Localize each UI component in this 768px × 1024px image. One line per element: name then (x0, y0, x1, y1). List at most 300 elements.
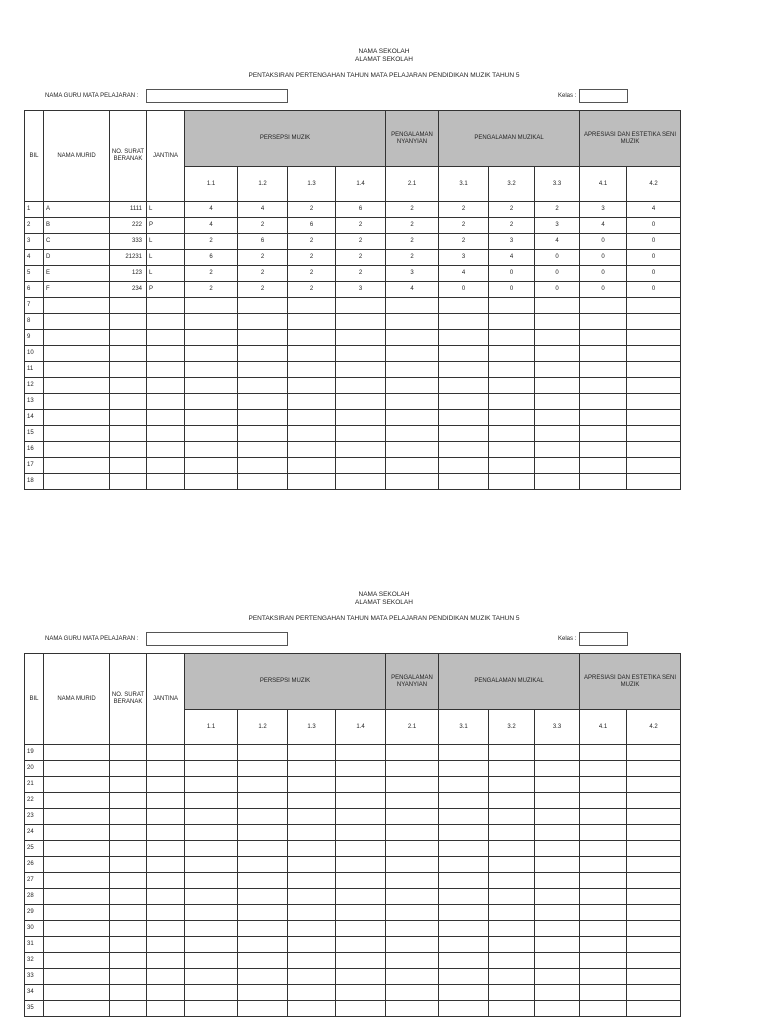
score-cell[interactable] (535, 841, 580, 857)
score-cell[interactable] (439, 458, 489, 474)
score-cell[interactable] (336, 969, 386, 985)
student-name-cell[interactable] (44, 937, 110, 953)
score-cell[interactable] (238, 793, 288, 809)
score-cell[interactable] (238, 969, 288, 985)
score-cell[interactable] (238, 825, 288, 841)
cert-number-cell[interactable] (110, 969, 147, 985)
gender-cell[interactable] (147, 394, 185, 410)
score-cell[interactable] (535, 969, 580, 985)
score-cell[interactable] (535, 426, 580, 442)
cert-number-cell[interactable] (110, 298, 147, 314)
cert-number-cell[interactable] (110, 857, 147, 873)
teacher-name-field[interactable] (146, 632, 288, 646)
cert-number-cell[interactable] (110, 378, 147, 394)
score-cell[interactable]: 3 (336, 282, 386, 298)
score-cell[interactable] (439, 745, 489, 761)
score-cell[interactable] (535, 410, 580, 426)
score-cell[interactable]: 2 (238, 266, 288, 282)
score-cell[interactable] (185, 873, 238, 889)
score-cell[interactable] (580, 841, 627, 857)
cert-number-cell[interactable]: 123 (110, 266, 147, 282)
score-cell[interactable] (238, 761, 288, 777)
score-cell[interactable] (489, 873, 535, 889)
score-cell[interactable] (185, 314, 238, 330)
gender-cell[interactable]: L (147, 266, 185, 282)
score-cell[interactable]: 2 (288, 202, 336, 218)
score-cell[interactable] (336, 745, 386, 761)
score-cell[interactable] (185, 953, 238, 969)
student-name-cell[interactable] (44, 1001, 110, 1017)
score-cell[interactable] (580, 314, 627, 330)
score-cell[interactable] (336, 937, 386, 953)
score-cell[interactable] (386, 314, 439, 330)
score-cell[interactable] (535, 394, 580, 410)
score-cell[interactable] (386, 889, 439, 905)
cert-number-cell[interactable] (110, 809, 147, 825)
score-cell[interactable] (439, 442, 489, 458)
score-cell[interactable] (535, 362, 580, 378)
score-cell[interactable]: 2 (185, 266, 238, 282)
score-cell[interactable] (489, 985, 535, 1001)
score-cell[interactable] (489, 857, 535, 873)
score-cell[interactable] (238, 937, 288, 953)
score-cell[interactable]: 4 (238, 202, 288, 218)
score-cell[interactable]: 0 (627, 266, 681, 282)
student-name-cell[interactable]: C (44, 234, 110, 250)
score-cell[interactable] (439, 873, 489, 889)
score-cell[interactable] (238, 378, 288, 394)
score-cell[interactable] (535, 873, 580, 889)
student-name-cell[interactable] (44, 889, 110, 905)
teacher-name-field[interactable] (146, 89, 288, 103)
score-cell[interactable]: 2 (439, 218, 489, 234)
score-cell[interactable] (238, 394, 288, 410)
score-cell[interactable] (185, 793, 238, 809)
score-cell[interactable] (535, 777, 580, 793)
score-cell[interactable] (238, 426, 288, 442)
score-cell[interactable] (627, 426, 681, 442)
score-cell[interactable]: 2 (386, 234, 439, 250)
score-cell[interactable] (288, 921, 336, 937)
score-cell[interactable] (580, 825, 627, 841)
score-cell[interactable] (336, 825, 386, 841)
cert-number-cell[interactable] (110, 474, 147, 490)
gender-cell[interactable] (147, 761, 185, 777)
cert-number-cell[interactable] (110, 410, 147, 426)
gender-cell[interactable] (147, 745, 185, 761)
class-field[interactable] (579, 89, 628, 103)
score-cell[interactable] (288, 314, 336, 330)
student-name-cell[interactable] (44, 841, 110, 857)
score-cell[interactable]: 2 (238, 250, 288, 266)
score-cell[interactable]: 0 (627, 234, 681, 250)
score-cell[interactable] (489, 809, 535, 825)
score-cell[interactable]: 2 (489, 202, 535, 218)
score-cell[interactable] (489, 777, 535, 793)
cert-number-cell[interactable] (110, 921, 147, 937)
score-cell[interactable] (489, 346, 535, 362)
score-cell[interactable] (535, 378, 580, 394)
cert-number-cell[interactable] (110, 889, 147, 905)
cert-number-cell[interactable]: 333 (110, 234, 147, 250)
score-cell[interactable] (238, 410, 288, 426)
score-cell[interactable] (439, 793, 489, 809)
score-cell[interactable] (580, 937, 627, 953)
score-cell[interactable] (580, 953, 627, 969)
score-cell[interactable]: 4 (185, 218, 238, 234)
score-cell[interactable] (627, 474, 681, 490)
score-cell[interactable] (627, 314, 681, 330)
score-cell[interactable] (386, 298, 439, 314)
score-cell[interactable] (386, 873, 439, 889)
gender-cell[interactable] (147, 921, 185, 937)
score-cell[interactable] (386, 857, 439, 873)
cert-number-cell[interactable] (110, 442, 147, 458)
score-cell[interactable]: 2 (439, 234, 489, 250)
student-name-cell[interactable] (44, 362, 110, 378)
score-cell[interactable] (238, 330, 288, 346)
score-cell[interactable] (238, 953, 288, 969)
score-cell[interactable] (386, 458, 439, 474)
student-name-cell[interactable] (44, 378, 110, 394)
score-cell[interactable] (386, 330, 439, 346)
student-name-cell[interactable] (44, 793, 110, 809)
cert-number-cell[interactable] (110, 761, 147, 777)
score-cell[interactable] (185, 857, 238, 873)
score-cell[interactable] (386, 442, 439, 458)
score-cell[interactable] (336, 777, 386, 793)
score-cell[interactable] (288, 330, 336, 346)
score-cell[interactable] (627, 777, 681, 793)
student-name-cell[interactable] (44, 314, 110, 330)
score-cell[interactable] (185, 761, 238, 777)
score-cell[interactable] (439, 314, 489, 330)
score-cell[interactable]: 0 (535, 282, 580, 298)
score-cell[interactable] (386, 985, 439, 1001)
score-cell[interactable] (288, 809, 336, 825)
score-cell[interactable]: 2 (489, 218, 535, 234)
score-cell[interactable]: 2 (336, 234, 386, 250)
score-cell[interactable] (489, 314, 535, 330)
student-name-cell[interactable] (44, 969, 110, 985)
score-cell[interactable] (386, 474, 439, 490)
score-cell[interactable] (627, 410, 681, 426)
score-cell[interactable] (288, 410, 336, 426)
score-cell[interactable] (535, 442, 580, 458)
gender-cell[interactable]: P (147, 218, 185, 234)
score-cell[interactable] (439, 362, 489, 378)
cert-number-cell[interactable] (110, 314, 147, 330)
student-name-cell[interactable] (44, 777, 110, 793)
score-cell[interactable] (439, 1001, 489, 1017)
score-cell[interactable]: 6 (185, 250, 238, 266)
gender-cell[interactable] (147, 298, 185, 314)
score-cell[interactable] (439, 330, 489, 346)
student-name-cell[interactable] (44, 298, 110, 314)
student-name-cell[interactable] (44, 394, 110, 410)
score-cell[interactable] (489, 905, 535, 921)
score-cell[interactable] (439, 905, 489, 921)
score-cell[interactable] (439, 825, 489, 841)
gender-cell[interactable] (147, 378, 185, 394)
score-cell[interactable] (580, 426, 627, 442)
score-cell[interactable] (185, 921, 238, 937)
score-cell[interactable] (489, 362, 535, 378)
score-cell[interactable] (580, 474, 627, 490)
score-cell[interactable] (386, 937, 439, 953)
score-cell[interactable]: 2 (238, 282, 288, 298)
cert-number-cell[interactable] (110, 841, 147, 857)
score-cell[interactable]: 6 (336, 202, 386, 218)
score-cell[interactable] (288, 362, 336, 378)
score-cell[interactable] (627, 1001, 681, 1017)
student-name-cell[interactable] (44, 857, 110, 873)
cert-number-cell[interactable]: 1111 (110, 202, 147, 218)
score-cell[interactable] (288, 474, 336, 490)
score-cell[interactable]: 4 (627, 202, 681, 218)
score-cell[interactable] (288, 777, 336, 793)
score-cell[interactable] (336, 985, 386, 1001)
score-cell[interactable] (336, 921, 386, 937)
gender-cell[interactable] (147, 969, 185, 985)
gender-cell[interactable]: L (147, 250, 185, 266)
score-cell[interactable] (386, 410, 439, 426)
score-cell[interactable]: 2 (288, 266, 336, 282)
score-cell[interactable] (489, 921, 535, 937)
score-cell[interactable] (386, 394, 439, 410)
student-name-cell[interactable] (44, 474, 110, 490)
score-cell[interactable]: 2 (535, 202, 580, 218)
score-cell[interactable] (535, 458, 580, 474)
score-cell[interactable] (439, 969, 489, 985)
score-cell[interactable]: 4 (386, 282, 439, 298)
score-cell[interactable]: 2 (185, 234, 238, 250)
cert-number-cell[interactable] (110, 793, 147, 809)
score-cell[interactable] (336, 953, 386, 969)
score-cell[interactable] (336, 346, 386, 362)
score-cell[interactable] (336, 458, 386, 474)
cert-number-cell[interactable] (110, 905, 147, 921)
score-cell[interactable] (627, 378, 681, 394)
score-cell[interactable]: 3 (386, 266, 439, 282)
score-cell[interactable] (627, 442, 681, 458)
score-cell[interactable] (580, 889, 627, 905)
score-cell[interactable] (238, 921, 288, 937)
score-cell[interactable] (185, 985, 238, 1001)
gender-cell[interactable] (147, 905, 185, 921)
cert-number-cell[interactable] (110, 346, 147, 362)
score-cell[interactable] (535, 985, 580, 1001)
score-cell[interactable]: 2 (386, 202, 439, 218)
gender-cell[interactable] (147, 330, 185, 346)
student-name-cell[interactable]: B (44, 218, 110, 234)
score-cell[interactable] (185, 937, 238, 953)
score-cell[interactable]: 2 (288, 282, 336, 298)
score-cell[interactable] (185, 905, 238, 921)
score-cell[interactable] (185, 1001, 238, 1017)
score-cell[interactable] (336, 330, 386, 346)
score-cell[interactable] (627, 889, 681, 905)
gender-cell[interactable] (147, 953, 185, 969)
score-cell[interactable] (535, 937, 580, 953)
cert-number-cell[interactable] (110, 330, 147, 346)
score-cell[interactable] (580, 777, 627, 793)
student-name-cell[interactable]: F (44, 282, 110, 298)
score-cell[interactable] (336, 314, 386, 330)
score-cell[interactable] (489, 442, 535, 458)
score-cell[interactable] (386, 378, 439, 394)
cert-number-cell[interactable] (110, 362, 147, 378)
score-cell[interactable] (580, 1001, 627, 1017)
score-cell[interactable]: 0 (580, 250, 627, 266)
cert-number-cell[interactable] (110, 458, 147, 474)
score-cell[interactable] (439, 937, 489, 953)
gender-cell[interactable] (147, 985, 185, 1001)
score-cell[interactable] (288, 857, 336, 873)
student-name-cell[interactable] (44, 985, 110, 1001)
score-cell[interactable] (238, 809, 288, 825)
score-cell[interactable] (185, 745, 238, 761)
score-cell[interactable] (627, 809, 681, 825)
score-cell[interactable]: 0 (627, 250, 681, 266)
score-cell[interactable] (386, 761, 439, 777)
score-cell[interactable] (185, 809, 238, 825)
score-cell[interactable]: 4 (489, 250, 535, 266)
score-cell[interactable] (185, 362, 238, 378)
score-cell[interactable] (288, 873, 336, 889)
score-cell[interactable] (386, 809, 439, 825)
score-cell[interactable] (238, 362, 288, 378)
score-cell[interactable] (238, 346, 288, 362)
score-cell[interactable] (185, 394, 238, 410)
score-cell[interactable] (489, 394, 535, 410)
score-cell[interactable] (238, 889, 288, 905)
score-cell[interactable] (580, 857, 627, 873)
score-cell[interactable] (535, 905, 580, 921)
score-cell[interactable]: 4 (439, 266, 489, 282)
score-cell[interactable] (288, 969, 336, 985)
cert-number-cell[interactable] (110, 985, 147, 1001)
cert-number-cell[interactable]: 222 (110, 218, 147, 234)
score-cell[interactable] (627, 330, 681, 346)
score-cell[interactable] (489, 841, 535, 857)
gender-cell[interactable]: P (147, 282, 185, 298)
score-cell[interactable]: 3 (439, 250, 489, 266)
student-name-cell[interactable] (44, 426, 110, 442)
score-cell[interactable] (489, 937, 535, 953)
score-cell[interactable] (489, 298, 535, 314)
gender-cell[interactable] (147, 809, 185, 825)
score-cell[interactable] (336, 809, 386, 825)
score-cell[interactable] (386, 905, 439, 921)
gender-cell[interactable] (147, 841, 185, 857)
gender-cell[interactable] (147, 410, 185, 426)
score-cell[interactable]: 0 (535, 250, 580, 266)
gender-cell[interactable] (147, 458, 185, 474)
score-cell[interactable] (288, 889, 336, 905)
score-cell[interactable] (580, 330, 627, 346)
student-name-cell[interactable] (44, 921, 110, 937)
gender-cell[interactable] (147, 346, 185, 362)
score-cell[interactable] (580, 809, 627, 825)
score-cell[interactable] (627, 873, 681, 889)
score-cell[interactable] (238, 314, 288, 330)
score-cell[interactable] (535, 825, 580, 841)
score-cell[interactable] (627, 745, 681, 761)
score-cell[interactable] (627, 362, 681, 378)
score-cell[interactable] (535, 793, 580, 809)
score-cell[interactable] (439, 410, 489, 426)
score-cell[interactable]: 0 (489, 282, 535, 298)
score-cell[interactable] (288, 394, 336, 410)
score-cell[interactable] (288, 298, 336, 314)
score-cell[interactable] (185, 969, 238, 985)
score-cell[interactable] (439, 474, 489, 490)
score-cell[interactable] (627, 857, 681, 873)
score-cell[interactable] (580, 410, 627, 426)
score-cell[interactable] (288, 985, 336, 1001)
score-cell[interactable] (288, 745, 336, 761)
score-cell[interactable] (386, 777, 439, 793)
score-cell[interactable] (580, 378, 627, 394)
score-cell[interactable] (439, 889, 489, 905)
score-cell[interactable]: 0 (439, 282, 489, 298)
score-cell[interactable] (627, 953, 681, 969)
score-cell[interactable] (185, 841, 238, 857)
gender-cell[interactable] (147, 442, 185, 458)
score-cell[interactable] (580, 298, 627, 314)
score-cell[interactable] (185, 777, 238, 793)
score-cell[interactable] (580, 394, 627, 410)
score-cell[interactable]: 4 (185, 202, 238, 218)
score-cell[interactable] (535, 314, 580, 330)
student-name-cell[interactable] (44, 346, 110, 362)
cert-number-cell[interactable] (110, 825, 147, 841)
score-cell[interactable] (386, 346, 439, 362)
score-cell[interactable] (439, 298, 489, 314)
score-cell[interactable] (580, 346, 627, 362)
score-cell[interactable] (535, 346, 580, 362)
gender-cell[interactable] (147, 362, 185, 378)
score-cell[interactable] (238, 474, 288, 490)
score-cell[interactable] (185, 378, 238, 394)
student-name-cell[interactable] (44, 745, 110, 761)
score-cell[interactable] (535, 298, 580, 314)
score-cell[interactable] (185, 442, 238, 458)
score-cell[interactable] (288, 825, 336, 841)
score-cell[interactable] (535, 745, 580, 761)
gender-cell[interactable] (147, 1001, 185, 1017)
score-cell[interactable] (238, 298, 288, 314)
score-cell[interactable] (439, 426, 489, 442)
score-cell[interactable] (439, 394, 489, 410)
score-cell[interactable]: 3 (580, 202, 627, 218)
score-cell[interactable] (386, 793, 439, 809)
score-cell[interactable] (627, 394, 681, 410)
score-cell[interactable] (489, 953, 535, 969)
score-cell[interactable] (238, 873, 288, 889)
score-cell[interactable]: 2 (288, 250, 336, 266)
score-cell[interactable] (627, 298, 681, 314)
score-cell[interactable] (288, 378, 336, 394)
score-cell[interactable]: 0 (627, 218, 681, 234)
score-cell[interactable]: 3 (535, 218, 580, 234)
score-cell[interactable] (439, 809, 489, 825)
score-cell[interactable] (627, 761, 681, 777)
score-cell[interactable] (336, 410, 386, 426)
score-cell[interactable] (336, 442, 386, 458)
score-cell[interactable] (580, 793, 627, 809)
